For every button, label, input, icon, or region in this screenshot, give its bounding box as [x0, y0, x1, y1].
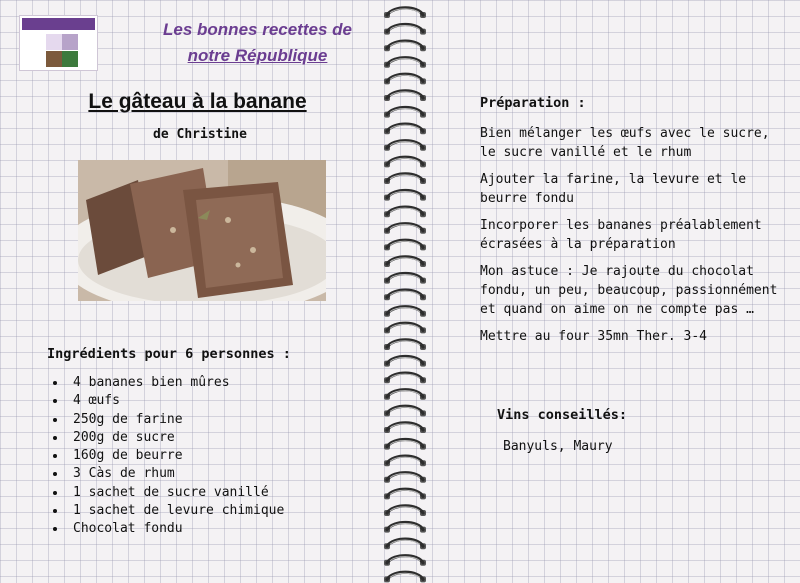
spiral-ring [384, 473, 426, 483]
recipe-title: Le gâteau à la banane [88, 90, 307, 113]
series-title-line2: notre République [187, 46, 328, 65]
ingredient-item: • 4 bananes bien mûres [67, 374, 284, 392]
spiral-ring [384, 207, 426, 217]
preparation-step: Mon astuce : Je rajoute du chocolat fondu, un peu, beaucoup, passionnément et quand on aime on ne compte pas … [480, 264, 778, 317]
spiral-ring [384, 8, 426, 18]
spiral-ring [384, 58, 426, 68]
spiral-ring [384, 323, 426, 333]
spiral-ring [384, 522, 426, 532]
spiral-ring [384, 439, 426, 449]
ingredient-item: • 1 sachet de sucre vanillé [67, 484, 284, 502]
spiral-ring [384, 91, 426, 101]
spiral-ring [384, 41, 426, 51]
preparation-step: Ajouter la farine, la levure et le beurre fondu [480, 172, 747, 206]
spiral-ring [384, 174, 426, 184]
spiral-ring [384, 141, 426, 151]
spiral-ring [384, 506, 426, 516]
spiral-ring [384, 423, 426, 433]
banana-cake-photo [78, 160, 326, 301]
spiral-binding [380, 0, 428, 583]
ingredients-title: Ingrédients pour 6 personnes : [47, 346, 291, 362]
spiral-ring [384, 307, 426, 317]
preparation-title: Préparation : [480, 95, 586, 111]
wines-title: Vins conseillés: [497, 407, 628, 423]
library-logo-icon [19, 15, 98, 71]
preparation-step: Bien mélanger les œufs avec le sucre, le sucre vanillé et le rhum [480, 126, 770, 160]
spiral-ring [384, 373, 426, 383]
wines-list: Banyuls, Maury [503, 439, 613, 454]
spiral-ring [384, 157, 426, 167]
ingredient-item: • 250g de farine [67, 411, 284, 429]
spiral-ring [384, 572, 426, 582]
spiral-ring [384, 539, 426, 549]
spiral-ring [384, 190, 426, 200]
spiral-ring [384, 456, 426, 466]
preparation-steps [480, 124, 780, 354]
spiral-ring [384, 489, 426, 499]
ingredient-item: • 3 Càs de rhum [67, 465, 284, 483]
preparation-step: Incorporer les bananes préalablement écrasées à la préparation [480, 218, 762, 252]
ingredient-item: • 160g de beurre [67, 447, 284, 465]
spiral-ring [384, 124, 426, 134]
spiral-ring [384, 224, 426, 234]
spiral-ring [384, 257, 426, 267]
ingredient-item: • 4 œufs [67, 392, 284, 410]
spiral-ring [384, 406, 426, 416]
spiral-ring [384, 24, 426, 34]
ingredient-item: • 200g de sucre [67, 429, 284, 447]
spiral-ring [384, 340, 426, 350]
spiral-ring [384, 107, 426, 117]
preparation-step: Mettre au four 35mn Ther. 3-4 [480, 329, 707, 344]
spiral-ring [384, 556, 426, 566]
ingredients-list [47, 374, 284, 539]
ingredient-item: • 1 sachet de levure chimique [67, 502, 284, 520]
ingredient-item: • Chocolat fondu [67, 520, 284, 538]
spiral-ring [384, 273, 426, 283]
recipe-author: de Christine [153, 127, 247, 142]
spiral-ring [384, 356, 426, 366]
series-title-line1: Les bonnes recettes de [163, 20, 352, 39]
spiral-ring [384, 390, 426, 400]
spiral-ring [384, 240, 426, 250]
spiral-ring [384, 74, 426, 84]
spiral-ring [384, 290, 426, 300]
